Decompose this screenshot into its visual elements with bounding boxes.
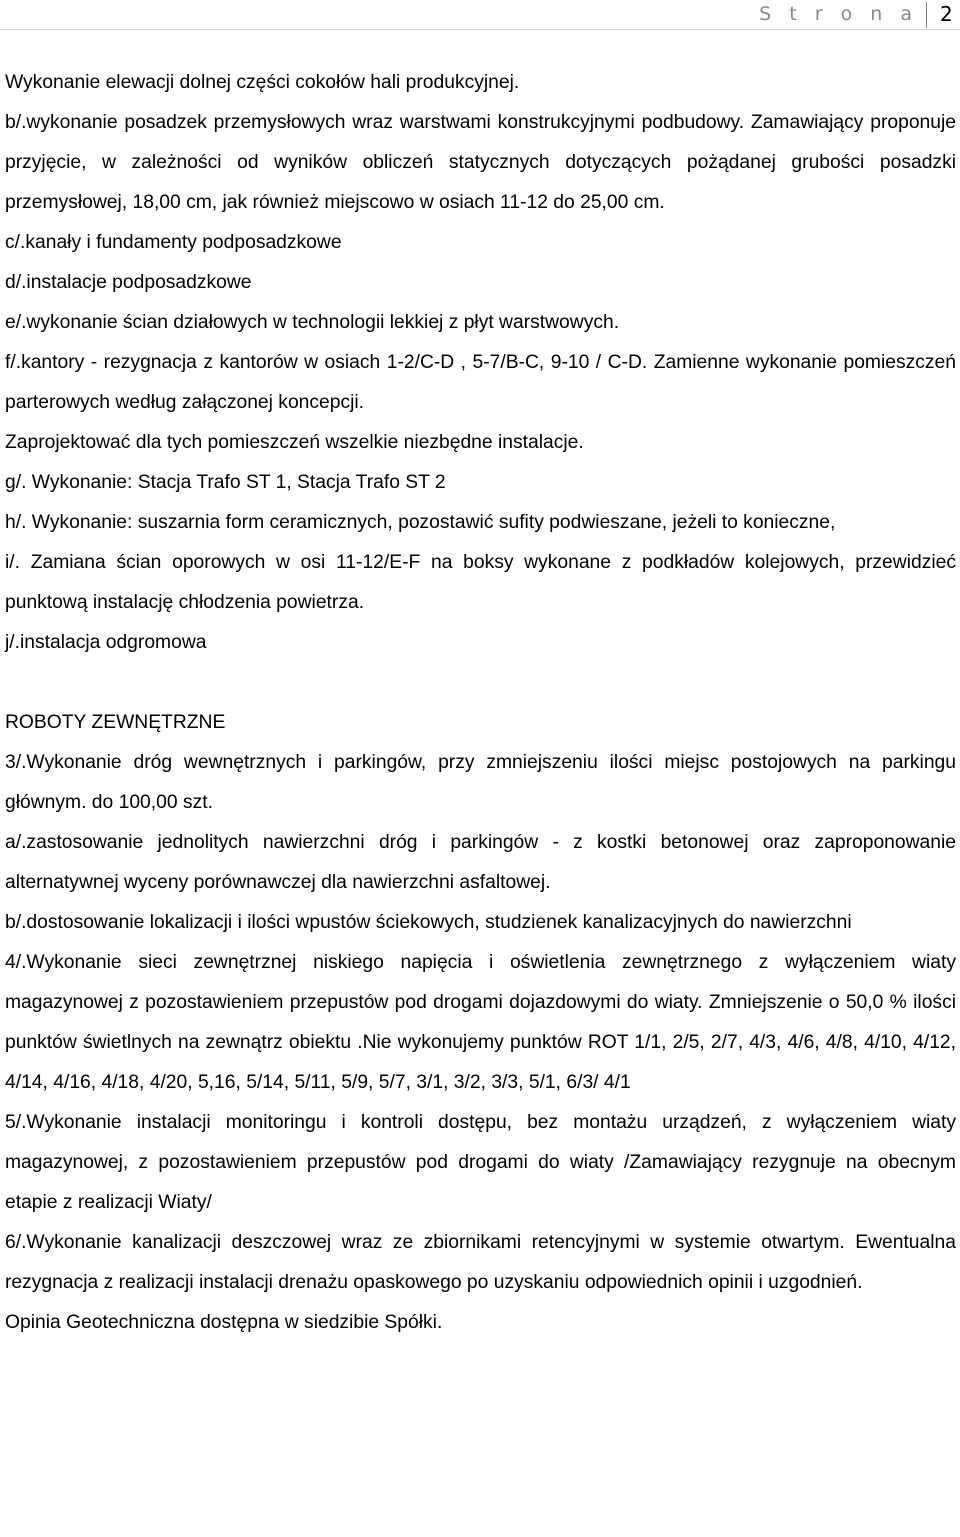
page-header (0, 0, 960, 30)
paragraph-geotechnical-opinion: Opinia Geotechniczna dostępna w siedzibie Spółki. (5, 1312, 443, 1333)
page-label: S t r o n a (759, 3, 918, 25)
paragraph-transformer: g/. Wykonanie: Stacja Trafo ST 1, Stacja Trafo ST 2 (5, 472, 446, 493)
paragraph-design-installations: Zaprojektować dla tych pomieszczeń wszelkie niezbędne instalacje. (5, 432, 584, 453)
paragraph-drainage: 6/.Wykonanie kanalizacji deszczowej wraz ze zbiornikami retencyjnymi w systemie otwartym. Ewentualna rezygnacja z realizacji instalacji drenażu opaskowego po uzyskaniu odpowiednich opinii i uzgodnień. (5, 1232, 956, 1293)
paragraph-roads: 3/.Wykonanie dróg wewnętrznych i parkingów, przy zmniejszeniu ilości miejsc postojowych na parkingu głównym. do 100,00 szt. (5, 752, 956, 813)
header-separator (926, 2, 927, 28)
section-heading-external-works: ROBOTY ZEWNĘTRZNE (5, 712, 226, 733)
paragraph-lightning: j/.instalacja odgromowa (5, 632, 207, 653)
paragraph-walls: e/.wykonanie ścian działowych w technologii lekkiej z płyt warstwowych. (5, 312, 620, 333)
paragraph-channels: c/.kanały i fundamenty podposadzkowe (5, 232, 342, 253)
paragraph-lighting-network: 4/.Wykonanie sieci zewnętrznej niskiego napięcia i oświetlenia zewnętrznego z wyłączeniem wiaty magazynowej z pozostawieniem przepustów pod drogami dojazdowymi do wiaty. Zmniejszenie o 50,0 % ilości punktów świetlnych na zewnątrz obiektu .Nie wykonujemy punktów ROT 1/1, 2/5, 2/7, 4/3, 4/6, 4/8, 4/10, 4/12, 4/14, 4/16, 4/18, 4/20, 5,16, 5/14, 5/11, 5/9, 5/7, 3/1, 3/2, 3/3, 5/1, 6/3/ 4/1 (5, 952, 956, 1093)
paragraph-floors: b/.wykonanie posadzek przemysłowych wraz warstwami konstrukcyjnymi podbudowy. Zamawiający proponuje przyjęcie, w zależności od wyników obliczeń statycznych dotyczących pożądanej grubości posadzki przemysłowej, 18,00 cm, jak również miejscowo w osiach 11-12 do 25,00 cm. (5, 112, 956, 213)
paragraph-drains: b/.dostosowanie lokalizacji i ilości wpustów ściekowych, studzienek kanalizacyjnych do nawierzchni (5, 912, 852, 933)
header-rule (0, 29, 960, 30)
paragraph-installations: d/.instalacje podposadzkowe (5, 272, 252, 293)
paragraph-offices: f/.kantory - rezygnacja z kantorów w osiach 1-2/C-D , 5-7/B-C, 9-10 / C-D. Zamienne wykonanie pomieszczeń parterowych według załączonej koncepcji. (5, 352, 956, 413)
paragraph-elevation: Wykonanie elewacji dolnej części cokołów hali produkcyjnej. (5, 72, 520, 93)
paragraph-retaining-walls: i/. Zamiana ścian oporowych w osi 11-12/E-F na boksy wykonane z podkładów kolejowych, przewidzieć punktową instalację chłodzenia powietrza. (5, 552, 956, 613)
page-number: 2 (940, 2, 953, 26)
paragraph-dryer: h/. Wykonanie: suszarnia form ceramicznych, pozostawić sufity podwieszane, jeżeli to konieczne, (5, 512, 836, 533)
paragraph-monitoring: 5/.Wykonanie instalacji monitoringu i kontroli dostępu, bez montażu urządzeń, z wyłączeniem wiaty magazynowej, z pozostawieniem przepustów pod drogami do wiaty /Zamawiający rezygnuje na obecnym etapie z realizacji Wiaty/ (5, 1112, 956, 1213)
paragraph-surfaces: a/.zastosowanie jednolitych nawierzchni dróg i parkingów - z kostki betonowej oraz zaproponowanie alternatywnej wyceny porównawczej dla nawierzchni asfaltowej. (5, 832, 956, 893)
document-body (5, 63, 956, 1343)
